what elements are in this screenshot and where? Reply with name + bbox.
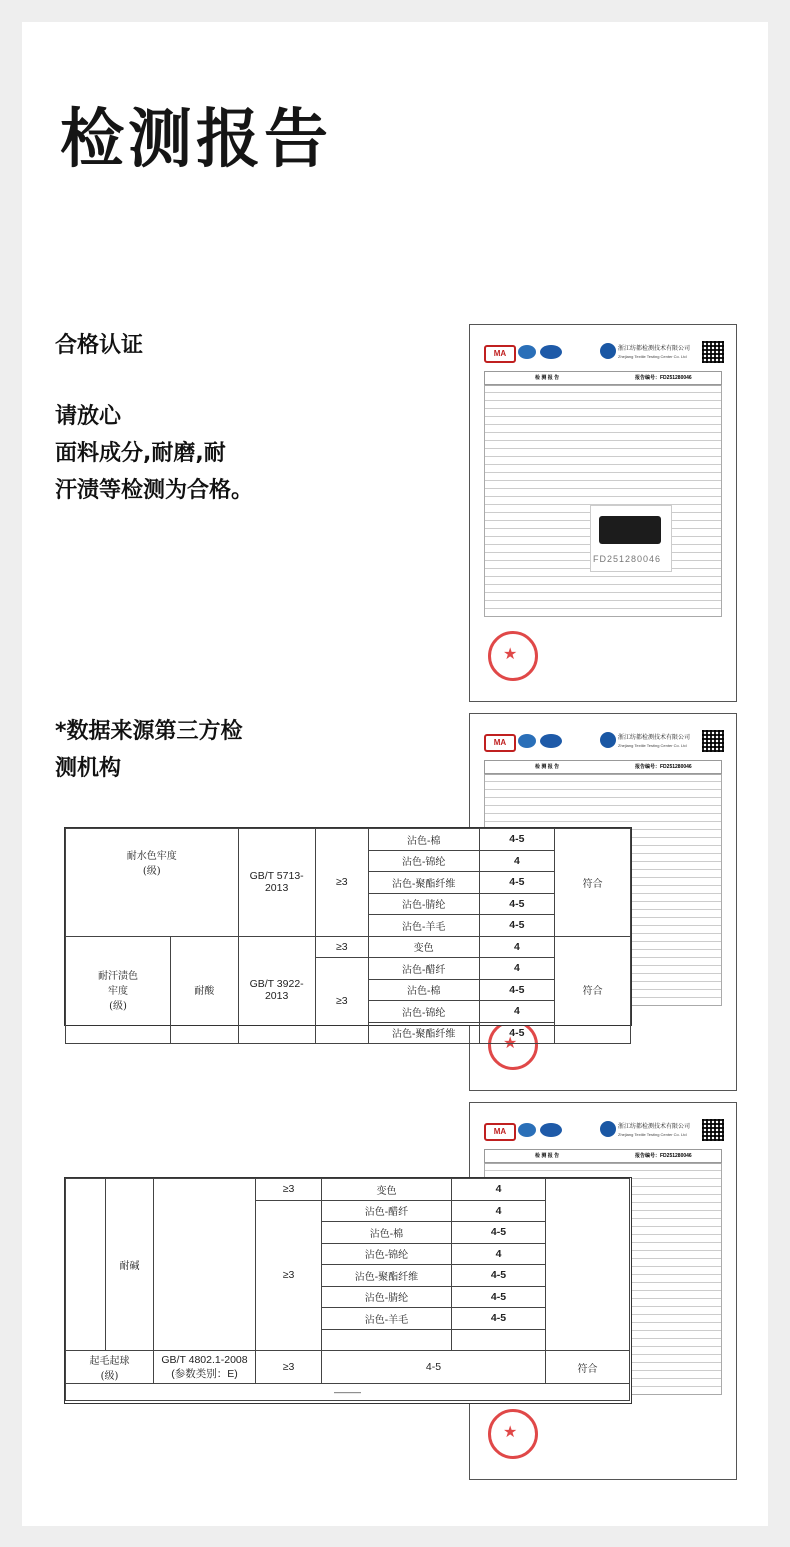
test-type: 耐碱 [106,1179,154,1351]
company-name: 浙江纺都检测技术有限公司 Zhejiang Textile Testing Center Co. Ltd [618,1124,691,1137]
company-logo-icon [600,343,616,359]
value: 4 [452,1243,546,1265]
empty-cell [546,1179,630,1351]
cma-logo-icon: MA [484,345,516,363]
empty-cell [154,1179,256,1351]
qr-code-icon [702,730,724,752]
alkali-pilling-table [65,1178,630,1401]
requirement: ≥3 [315,936,368,958]
sub-item: 沾色-锦纶 [368,850,479,872]
description [55,398,253,509]
result: 符合 [555,936,631,1044]
value: 4 [452,1200,546,1222]
sub-item: 沾色-聚酯纤维 [368,872,479,894]
value: 4-5 [479,872,555,894]
red-seal-icon: ★ [488,1020,538,1070]
sample-code: FD251280046 [593,554,662,564]
value: 4-5 [452,1308,546,1330]
ilac-logo-icon [518,734,536,748]
result: 符合 [546,1351,630,1384]
report-body [484,385,722,617]
source-note-line: *数据来源第三方检 [55,719,243,744]
sub-item: 沾色-聚酯纤维 [368,1022,479,1044]
value: 4-5 [479,893,555,915]
colorfastness-table [65,828,631,1044]
sub-item: 沾色-羊毛 [368,915,479,937]
table-row [66,936,631,958]
company-name: 浙江纺都检测技术有限公司 Zhejiang Textile Testing Center Co. Ltd [618,346,691,359]
source-note [55,713,243,787]
test-item: 耐汗渍色 牢度 (级) [66,936,171,1044]
fabric-sample [599,516,661,544]
sub-item: 沾色-棉 [322,1222,452,1244]
colorfastness-table-zoom [64,827,632,1041]
requirement: ≥3 [256,1200,322,1351]
sub-item: 沾色-锦纶 [368,1001,479,1023]
sub-item: 变色 [368,936,479,958]
requirement: ≥3 [315,958,368,1044]
requirement: ≥3 [256,1351,322,1384]
sub-item: 变色 [322,1179,452,1201]
value: 4-5 [479,979,555,1001]
value: 4 [479,1001,555,1023]
value: 4-5 [452,1222,546,1244]
result: 符合 [555,829,631,937]
description-line: 请放心 [55,404,122,429]
table-row [66,1351,630,1384]
report-header [484,1123,720,1145]
report-title-bar: 检 测 报 告 报告编号：FD251280046 [484,1149,722,1163]
value: 4-5 [479,915,555,937]
empty-cell [452,1329,546,1351]
red-seal-icon: ★ [488,1409,538,1459]
requirement: ≥3 [256,1179,322,1201]
company-logo-icon [600,732,616,748]
cnas-logo-icon [540,345,562,359]
report-title-bar: 检 测 报 告 报告编号：FD251280046 [484,760,722,774]
qr-code-icon [702,1119,724,1141]
report-title-bar: 检 测 报 告 报告编号：FD251280046 [484,371,722,385]
sub-item: 沾色-醋纤 [322,1200,452,1222]
value: 4 [479,850,555,872]
cnas-logo-icon [540,1123,562,1137]
cnas-logo-icon [540,734,562,748]
sub-item: 沾色-聚酯纤维 [322,1265,452,1287]
empty-cell [322,1329,452,1351]
value: 4-5 [452,1265,546,1287]
sub-item: 沾色-棉 [368,829,479,851]
sub-item: 沾色-腈纶 [368,893,479,915]
sub-item: 沾色-羊毛 [322,1308,452,1330]
standard: GB/T 5713-2013 [238,829,315,937]
report-header [484,345,720,367]
standard: GB/T 4802.1-2008 (参数类别：E) [154,1351,256,1384]
table-row [66,1384,630,1401]
sub-item: 沾色-腈纶 [322,1286,452,1308]
value: 4-5 [479,829,555,851]
source-note-line: 测机构 [55,756,122,781]
standard: GB/T 3922-2013 [238,936,315,1044]
cma-logo-icon: MA [484,734,516,752]
report-page-1 [469,324,737,702]
sub-item: 沾色-醋纤 [368,958,479,980]
value: 4 [479,936,555,958]
requirement: ≥3 [315,829,368,937]
sub-item: 沾色-锦纶 [322,1243,452,1265]
table-row [66,829,631,851]
report-header [484,734,720,756]
certification-heading: 合格认证 [55,333,144,358]
page-title: 检测报告 [60,103,332,177]
table-footer: ——— [66,1384,630,1401]
test-item: 起毛起球 (级) [66,1351,154,1384]
company-name: 浙江纺都检测技术有限公司 Zhejiang Textile Testing Center Co. Ltd [618,735,691,748]
alkali-pilling-table-zoom [64,1177,632,1404]
value: 4-5 [479,1022,555,1044]
sub-item: 沾色-棉 [368,979,479,1001]
description-line: 汗渍等检测为合格。 [55,478,254,503]
empty-cell [66,1179,106,1351]
ilac-logo-icon [518,1123,536,1137]
qr-code-icon [702,341,724,363]
ilac-logo-icon [518,345,536,359]
value: 4-5 [322,1351,546,1384]
cma-logo-icon: MA [484,1123,516,1141]
value: 4-5 [452,1286,546,1308]
table-row [66,1179,630,1201]
value: 4 [479,958,555,980]
red-seal-icon: ★ [488,631,538,681]
test-item: 耐水色牢度 (级) [66,829,239,937]
sample-photo [590,505,672,572]
company-logo-icon [600,1121,616,1137]
description-line: 面料成分,耐磨,耐 [55,441,226,466]
test-type: 耐酸 [171,936,239,1044]
value: 4 [452,1179,546,1201]
